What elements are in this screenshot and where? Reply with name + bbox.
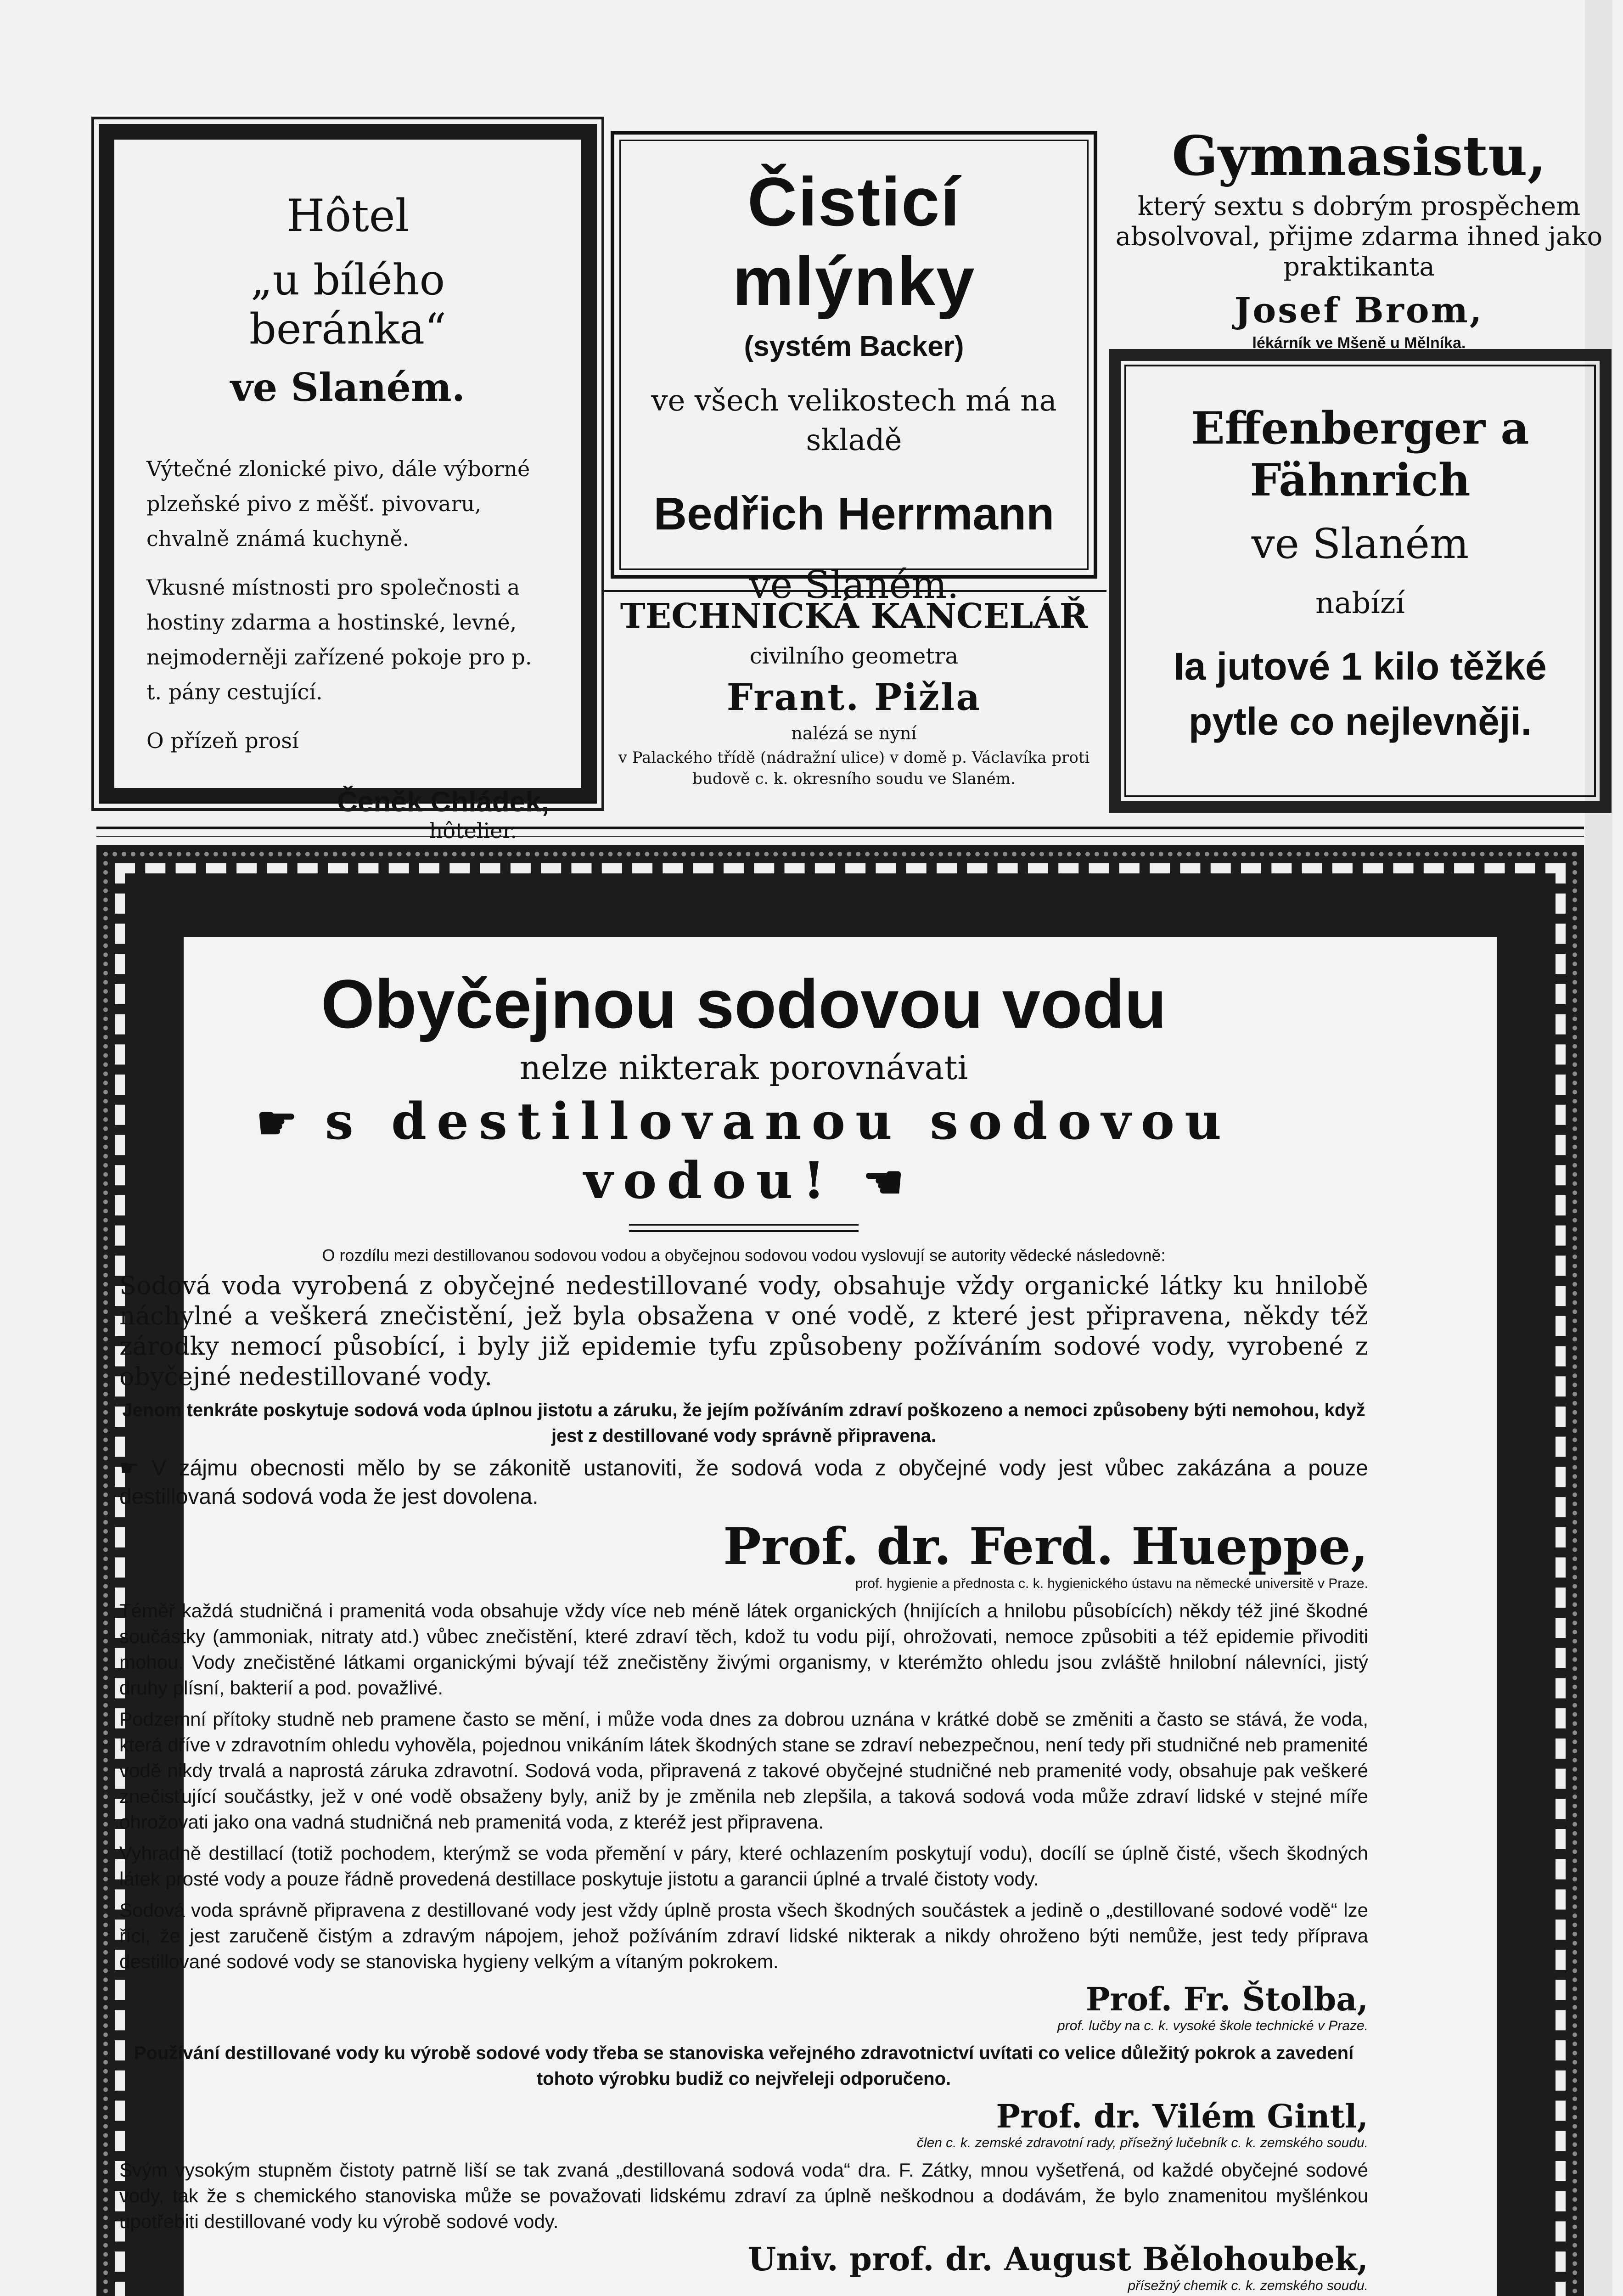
paragraph-1: Sodová voda vyrobená z obyčejné nedestillované vody, obsahuje vždy organické látky ku hnilobě náchylné a veškerá znečistění, jež byla obsažena v oné vodě, z které jest připravena, někdy též zárodky nemocí působící, i byly již epidemie tyfu způsobeny požíváním sodové vody, vyrobené z obyčejné nedestillované vody. (119, 1271, 1368, 1391)
paragraph-5: Podzemní přítoky studně neb pramene často se mění, i může voda dnes za dobrou uznána v krátké době se změniti a často se stává, že voda, která dříve v zdravotním ohledu vyhověla, pojednou vnikáním látek škodných stane se zdraví nebezpečnou, není tedy při studničné neb pramenité vodě nikdy trvalá a naprostá záruka zdravotní. Sodová voda, připravená z takové obyčejné studničné neb pramenité vody, obsahuje pak veškeré znečisťující součástky, jež v oné vodě obsaženy byly, aniž by je změnila neb zlepšila, a taková sodová voda může zdraví lidské v stejné míře ohrožovati jako ona vadná studničná neb pramenitá voda, z kteréž jest připravena. (119, 1708, 1368, 1833)
mills-text: ve všech velikostech má na skladě (651, 384, 1057, 457)
jute-offer (1148, 639, 1572, 749)
paragraph-8: Používání destillované vody ku výrobě sodové vody třeba se stanoviska veřejného zdravotnictví uvítati co velice důležitý pokrok a zavedení tohoto výrobku budiž co nejvřeleji odporučeno. (134, 2043, 1354, 2089)
paragraph-4: Téměř každá studničná i pramenitá voda obsahuje vždy více neb méně látek organických (hnijících a hnilobu působících) někdy též jiné škodné součástky (ammoniak, nitraty atd.) vůbec znečistění, které zdraví těch, kdož tu vodu pijí, ohrožovati, nemoce způsobiti a též epidemie přivoditi mohou. Vody znečistěné látkami organickými bývají též znečistěny živými organismy, v kterémžto ohledu jsou zvláště hnilobní nálevníci, jistý druhy plísní, bakterií a pod. považlivé. (119, 1600, 1368, 1699)
mills-subtitle: (systém Backer) (744, 331, 964, 362)
gym-place: lékárník ve Mšeně u Mělníka. (1252, 334, 1466, 352)
jute-offer-text: jutové 1 kilo těžké pytle co nejlevněji. (1189, 645, 1547, 743)
ad-gymnasium (1106, 124, 1612, 352)
jute-place: ve Slaném (1251, 520, 1469, 568)
paragraph-6: Vyhradně destillací (totiž pochodem, kterýmž se voda přemění v páry, které ochlazením poskytují vodu), docílí se úplně čisté, všech škodných látek prosté vody a pouze řádně provedená destillace poskytuje jistotu a garancii úplné a trvalé čistoty vody. (119, 1842, 1368, 1890)
affiliation-stolba: prof. lučby na c. k. vysoké škole technické v Praze. (1057, 2018, 1368, 2033)
pointing-hand-left-icon: ☚ (863, 1155, 904, 1209)
section-divider-thin (96, 836, 1584, 837)
paragraph-7: Sodová voda správně připravena z destillované vody jest vždy úplně prosta všech škodných součástek a jedině o „destillované sodové vodě“ lze říci, že jest zaručeně čistým a zdravým nápojem, jehož požíváním zdraví lidské nikterak a nikdy ohroženo býti nemůže, jest tedy příprava destillované sodové vody se stanoviska hygieny velkým a vítaným pokrokem. (119, 1899, 1368, 1972)
gym-name: Josef Brom, (1234, 290, 1484, 331)
affiliation-gintl: člen c. k. zemské zdravotní rady, přísežný lučebník c. k. zemského soudu. (916, 2135, 1368, 2150)
jute-company: Effenberger a Fähnrich (1191, 402, 1529, 506)
tech-name: Frant. Pižla (726, 675, 982, 719)
author-stolba: Prof. Fr. Štolba, (1085, 1980, 1368, 2018)
tech-subtitle: civilního geometra (749, 643, 959, 669)
mills-merchant: Bedřich Herrmann (653, 488, 1055, 540)
ad-jute-bags (1109, 349, 1612, 813)
hotel-text-favor: O přízeň prosí (146, 728, 299, 753)
gym-title: Gymnasistu, (1172, 124, 1546, 188)
hotel-name: „u bílého beránka“ (249, 255, 447, 354)
hotel-text-beer: Výtečné zlonické pivo, dále výborné plzeňské pivo z měšť. pivovaru, chvalně známá kuchyně. (146, 456, 530, 551)
section-divider (96, 827, 1584, 829)
paragraph-3-text: V zájmu obecnosti mělo by se zákonitě ustanoviti, že sodová voda z obyčejné vody jest vůbec zakázána a pouze destillovaná sodová voda že jest dovolena. (119, 1456, 1368, 1509)
hotel-signature-title: hôtelier. (429, 818, 517, 843)
main-slogan-text: s destillovanou sodovou vodou! (325, 1092, 1232, 1210)
affiliation-hueppe: prof. hygienie a přednosta c. k. hygienického ústavu na německé universitě v Praze. (855, 1576, 1368, 1591)
paragraph-9: Svým vysokým stupněm čistoty patrně liší se tak zvaná „destillovaná sodová voda“ dra. F. Zátky, mnou vyšetřená, od každé obyčejné sodové vody, tak že s chemického stanoviska může se považovati lidskému zdraví za úplně neškodnou a dodávám, že bylo znamenitou myšlénkou upotřebiti destillované vody ku výrobě sodové vody. (119, 2159, 1368, 2232)
jute-verb: nabízí (1315, 586, 1405, 620)
ad-mills (611, 131, 1097, 607)
tech-text-now: nalézá se nyní (791, 723, 917, 743)
pointing-hand-icon: ☛ (256, 1096, 298, 1150)
gym-text: který sextu s dobrým prospěchem absolvoval, přijme zdarma ihned jako praktikanta (1115, 191, 1603, 282)
author-august-belohoubek: Univ. prof. dr. August Bělohoubek, (748, 2240, 1368, 2278)
hotel-text-rooms: Vkusné místnosti pro společnosti a hostiny zdarma a hostinské, levné, nejmoderněji zařízené pokoje pro p. t. pány cestující. (146, 575, 532, 704)
hotel-place: ve Slaném. (230, 365, 466, 410)
main-headline: Obyčejnou sodovou vodu (321, 965, 1167, 1042)
hotel-signature: Čeněk Chládek, (337, 786, 549, 818)
paragraph-3 (119, 1454, 1368, 1511)
pointing-hand-small-icon: ☛ (119, 1456, 152, 1480)
paragraph-2: Jenom tenkráte poskytuje sodová voda úplnou jistotu a záruku, že jejím požíváním zdraví poškozeno a nemoci způsobeny býti nemohou, když jest z destillované vody správně připravena. (122, 1400, 1365, 1446)
decorative-rule (629, 1224, 859, 1232)
main-subheadline: nelze nikterak porovnávati (519, 1048, 968, 1087)
jute-offer-mark: Ia (1174, 645, 1206, 688)
author-hueppe: Prof. dr. Ferd. Hueppe, (723, 1517, 1368, 1576)
main-intro: O rozdílu mezi destillovanou sodovou vodou a obyčejnou sodovou vodou vyslovují se autority vědecké následovně: (322, 1246, 1166, 1265)
tech-title: TECHNICKÁ KANCELÁŘ (620, 597, 1088, 636)
author-gintl: Prof. dr. Vilém Gintl, (996, 2097, 1368, 2135)
ad-technical-office (601, 590, 1106, 806)
mills-place: ve Slaném. (749, 563, 959, 607)
ad-soda-water (92, 941, 1396, 2296)
ad-hotel (99, 124, 597, 843)
tech-address: v Palackého třídě (nádražní ulice) v domě p. Václavíka proti budově c. k. okresního soudu ve Slaném. (618, 748, 1090, 788)
mills-title: Čisticí mlýnky (732, 163, 976, 320)
hotel-title: Hôtel (286, 190, 410, 242)
main-slogan (119, 1092, 1368, 1210)
affiliation-august-belohoubek: přísežný chemik c. k. zemského soudu. (1128, 2278, 1368, 2293)
